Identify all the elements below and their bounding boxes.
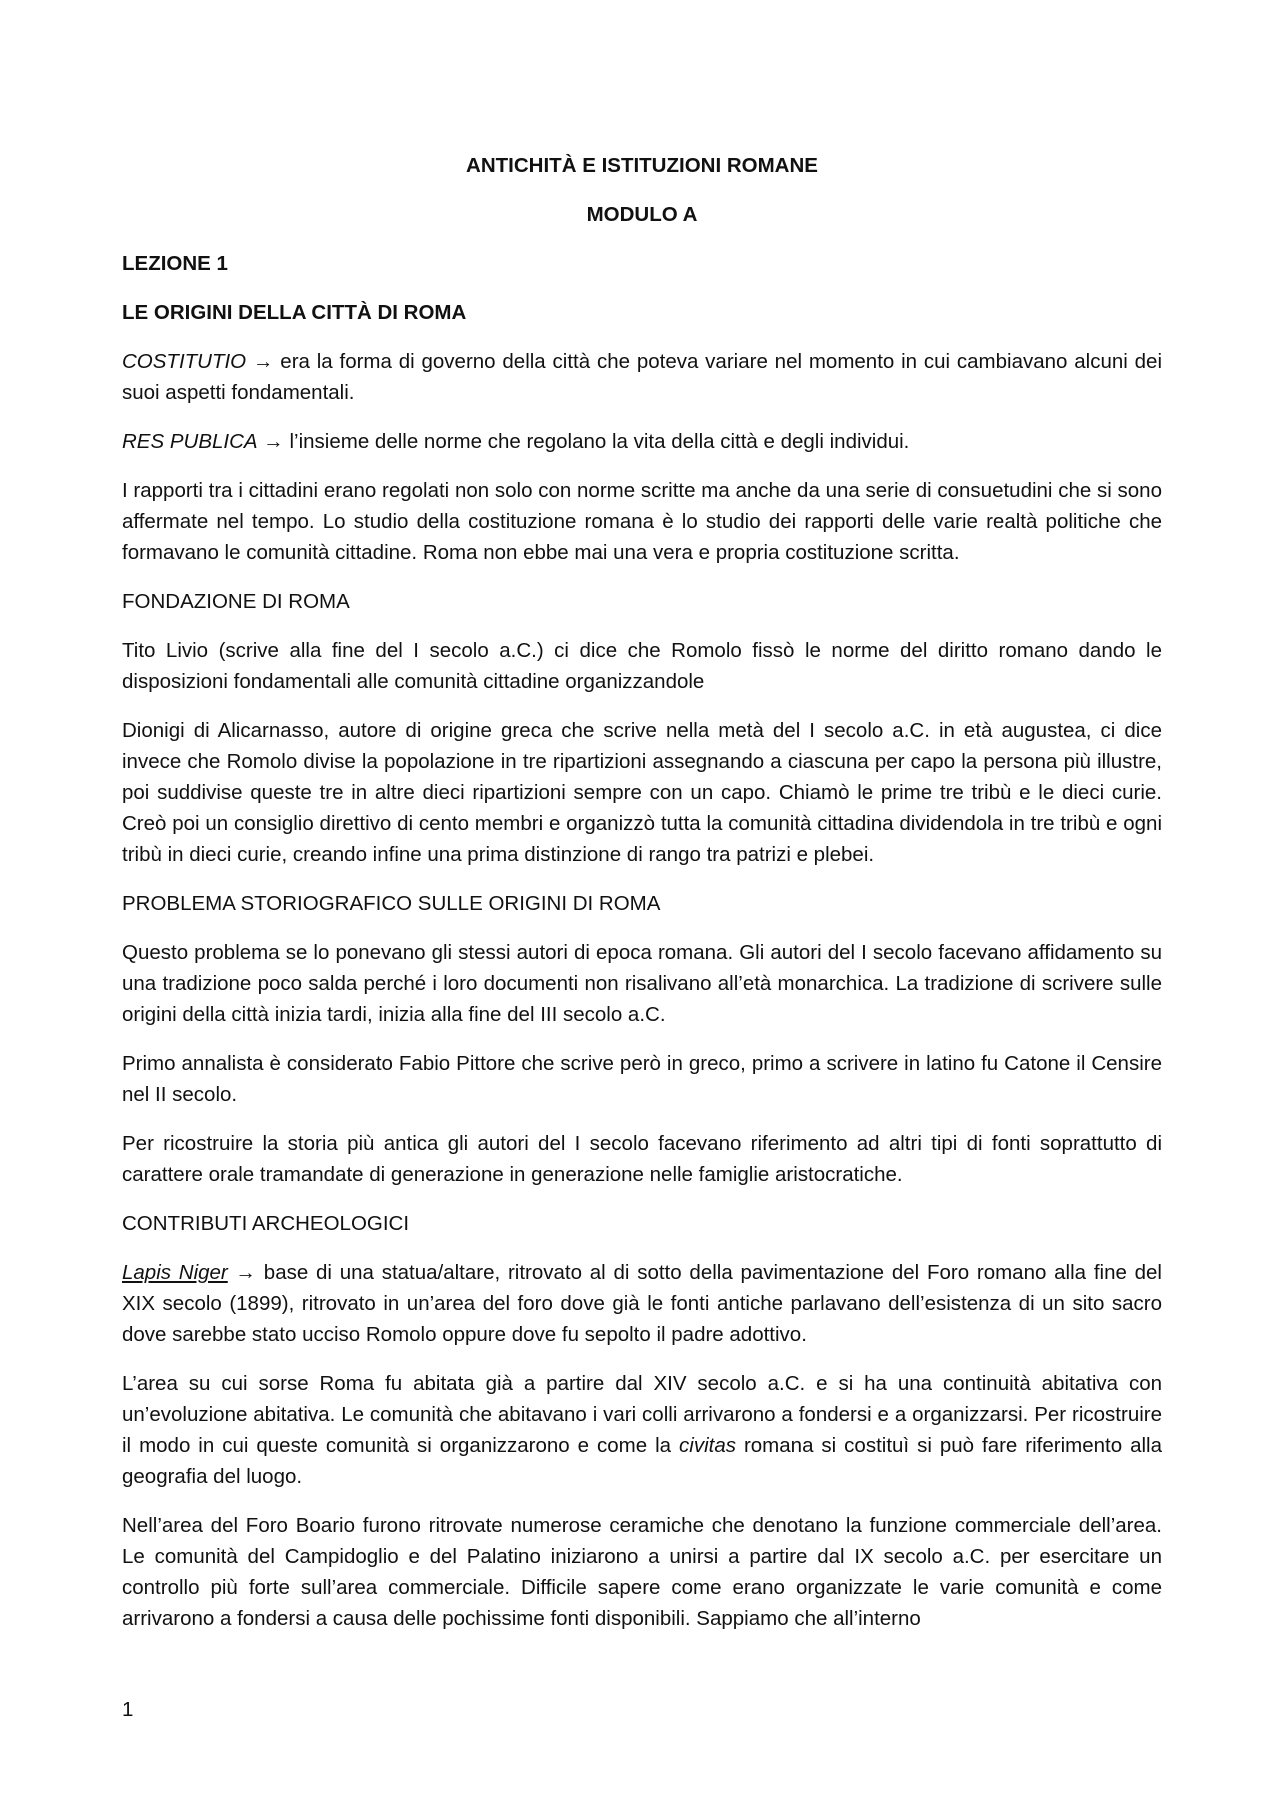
document-page [122,150,1162,1652]
term-costitutio: COSTITUTIO [122,350,247,373]
paragraph-tito-livio: Tito Livio (scrive alla fine del I secolo a.C.) ci dice che Romolo fissò le norme del diritto romano dando le disposizioni fondamentali alle comunità cittadine organizzandole [122,639,1162,693]
arrow-icon: → [263,430,284,453]
area-text-after: romana si costituì si può fare riferimento alla geografia del luogo. [122,1434,1162,1488]
arrow-icon: → [252,350,274,373]
paragraph-questo: Questo problema se lo ponevano gli stessi autori di epoca romana. Gli autori del I secolo facevano affidamento su una tradizione poco salda perché i loro documenti non risalivano all’età monarchica. La tradizione di scrivere sulle origini della città inizia tardi, inizia alla fine del III secolo a.C. [122,941,1162,1026]
lapis-text: base di una statua/altare, ritrovato al di sotto della pavimentazione del Foro romano alla fine del XIX secolo (1899), ritrovato in un’area del foro dove già le fonti antiche parlavano dell’esistenza di un sito sacro dove sarebbe stato ucciso Romolo oppure dove fu sepolto il padre adottivo. [122,1261,1162,1346]
heading-problema: PROBLEMA STORIOGRAFICO SULLE ORIGINI DI ROMA [122,892,661,915]
res-publica-text: l’insieme delle norme che regolano la vita della città e degli individui. [283,430,910,453]
heading-fondazione: FONDAZIONE DI ROMA [122,590,350,613]
term-res-publica: RES PUBLICA [122,430,258,453]
paragraph-lapis [122,1257,1162,1350]
paragraph-rapporti: I rapporti tra i cittadini erano regolati non solo con norme scritte ma anche da una serie di consuetudini che si sono affermate nel tempo. Lo studio della costituzione romana è lo studio dei rapporti delle varie realtà politiche che formavano le comunità cittadine. Roma non ebbe mai una vera e propria costituzione scritta. [122,479,1162,564]
section-heading: LE ORIGINI DELLA CITTÀ DI ROMA [122,301,467,324]
area-text-before: L’area su cui sorse Roma fu abitata già a partire dal XIV secolo a.C. e si ha una continuità abitativa con un’evoluzione abitativa. Le comunità che abitavano i vari colli arrivarono a fondersi e a organizzarsi. Per ricostruire il modo in cui queste comunità si organizzarono e come la [122,1372,1162,1457]
paragraph-costitutio [122,346,1162,408]
page-number: 1 [122,1698,134,1721]
paragraph-primo: Primo annalista è considerato Fabio Pittore che scrive però in greco, primo a scrivere in latino fu Catone il Censire nel II secolo. [122,1052,1162,1106]
term-lapis-niger: Lapis Niger [122,1261,228,1284]
paragraph-dionigi: Dionigi di Alicarnasso, autore di origine greca che scrive nella metà del I secolo a.C. in età augustea, ci dice invece che Romolo divise la popolazione in tre ripartizioni assegnando a ciascuna per capo la persona più illustre, poi suddivise queste tre in altre dieci ripartizioni sempre con un capo. Chiamò le prime tre tribù e le dieci curie. Creò poi un consiglio direttivo di cento membri e organizzò tutta la comunità cittadina dividendola in tre tribù e ogni tribù in dieci curie, creando infine una prima distinzione di rango tra patrizi e plebei. [122,719,1162,866]
module-title: MODULO A [586,203,698,226]
term-civitas: civitas [679,1434,736,1457]
paragraph-area [122,1368,1162,1492]
document-title: ANTICHITÀ E ISTITUZIONI ROMANE [466,154,818,177]
paragraph-res-publica [122,426,1162,457]
heading-contributi: CONTRIBUTI ARCHEOLOGICI [122,1212,410,1235]
paragraph-foro-boario: Nell’area del Foro Boario furono ritrovate numerose ceramiche che denotano la funzione commerciale dell’area. Le comunità del Campidoglio e del Palatino iniziarono a unirsi a partire dal IX secolo a.C. per esercitare un controllo più forte sull’area commerciale. Difficile sapere come erano organizzate le varie comunità e come arrivarono a fondersi a causa delle pochissime fonti disponibili. Sappiamo che all’interno [122,1514,1162,1630]
costitutio-text: era la forma di governo della città che poteva variare nel momento in cui cambiavano alcuni dei suoi aspetti fondamentali. [122,350,1162,404]
paragraph-ricostruire: Per ricostruire la storia più antica gli autori del I secolo facevano riferimento ad altri tipi di fonti soprattutto di carattere orale tramandate di generazione in generazione nelle famiglie aristocratiche. [122,1132,1162,1186]
lesson-heading: LEZIONE 1 [122,252,228,275]
arrow-icon: → [235,1261,257,1284]
